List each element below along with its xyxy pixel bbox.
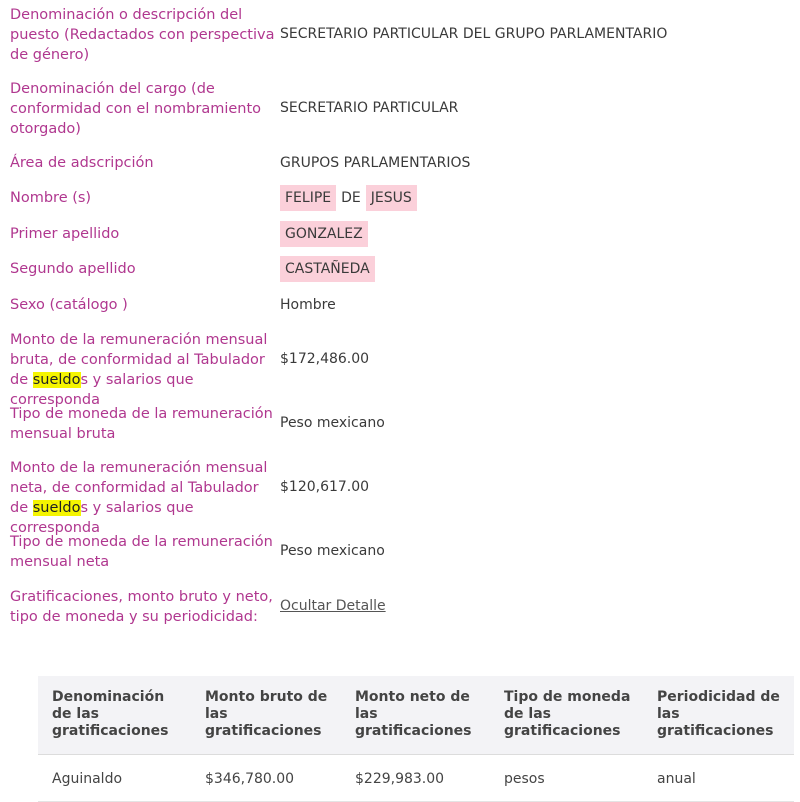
value-area: GRUPOS PARLAMENTARIOS — [280, 155, 471, 171]
cell-periodicidad: anual — [657, 771, 696, 787]
label-denominacion-puesto: Denominación o descripción del puesto (Redactados con perspectiva de género) — [10, 7, 275, 63]
surname-tag-second: CASTAÑEDA — [280, 256, 375, 282]
cell-monto-bruto: $346,780.00 — [205, 771, 295, 787]
label-primer-apellido: Primer apellido — [10, 226, 120, 242]
label-moneda-neta: Tipo de moneda de la remuneración mensual neta — [10, 534, 273, 570]
name-connector: DE — [341, 190, 361, 206]
label-monto-bruto-post: s y salarios que corresponda — [10, 372, 194, 408]
value-moneda-neta: Peso mexicano — [280, 543, 385, 559]
surname-tag-first: GONZALEZ — [280, 221, 368, 247]
value-moneda-bruta: Peso mexicano — [280, 415, 385, 431]
cell-denominacion: Aguinaldo — [52, 771, 123, 787]
label-monto-bruto — [10, 330, 278, 410]
cell-tipo-moneda: pesos — [504, 771, 545, 787]
column-header-monto-neto: Monto neto de las gratificaciones — [355, 689, 472, 739]
value-primer-apellido — [280, 221, 368, 247]
value-monto-neto: $120,617.00 — [280, 479, 370, 495]
column-header-monto-bruto: Monto bruto de las gratificaciones — [205, 689, 328, 739]
value-segundo-apellido — [280, 256, 375, 282]
label-monto-bruto-pre: Monto de la remuneración mensual bruta, de conformidad al Tabulador de — [10, 332, 268, 388]
value-monto-bruto: $172,486.00 — [280, 351, 370, 367]
table-row — [38, 755, 794, 802]
label-monto-neto — [10, 458, 278, 538]
label-sexo: Sexo (catálogo ) — [10, 297, 128, 313]
label-gratificaciones: Gratificaciones, monto bruto y neto, tipo de moneda y su periodicidad: — [10, 589, 273, 625]
label-area: Área de adscripción — [10, 155, 154, 171]
label-segundo-apellido: Segundo apellido — [10, 261, 136, 277]
search-highlight: sueldo — [32, 372, 81, 388]
ocultar-detalle-link[interactable] — [280, 596, 386, 616]
column-header-tipo-moneda: Tipo de moneda de las gratificaciones — [504, 689, 631, 739]
table-header — [38, 676, 794, 755]
ocultar-detalle-link-text[interactable]: Ocultar Detalle — [280, 598, 386, 614]
column-header-periodicidad: Periodicidad de las gratificaciones — [657, 689, 780, 739]
label-moneda-bruta: Tipo de moneda de la remuneración mensual bruta — [10, 406, 273, 442]
column-header-denominacion: Denominación de las gratificaciones — [52, 689, 169, 739]
label-nombre: Nombre (s) — [10, 190, 92, 206]
name-tag-second: JESUS — [366, 185, 417, 211]
label-denominacion-cargo: Denominación del cargo (de conformidad con el nombramiento otorgado) — [10, 81, 262, 137]
label-monto-neto-post: s y salarios que corresponda — [10, 500, 194, 536]
value-sexo: Hombre — [280, 297, 336, 313]
value-denominacion-puesto: SECRETARIO PARTICULAR DEL GRUPO PARLAMENTARIO — [280, 26, 668, 42]
search-highlight: sueldo — [32, 500, 81, 516]
value-nombre — [280, 185, 417, 211]
label-monto-neto-pre: Monto de la remuneración mensual neta, de conformidad al Tabulador de — [10, 460, 268, 516]
cell-monto-neto: $229,983.00 — [355, 771, 445, 787]
value-denominacion-cargo: SECRETARIO PARTICULAR — [280, 100, 459, 116]
name-tag-first: FELIPE — [280, 185, 336, 211]
